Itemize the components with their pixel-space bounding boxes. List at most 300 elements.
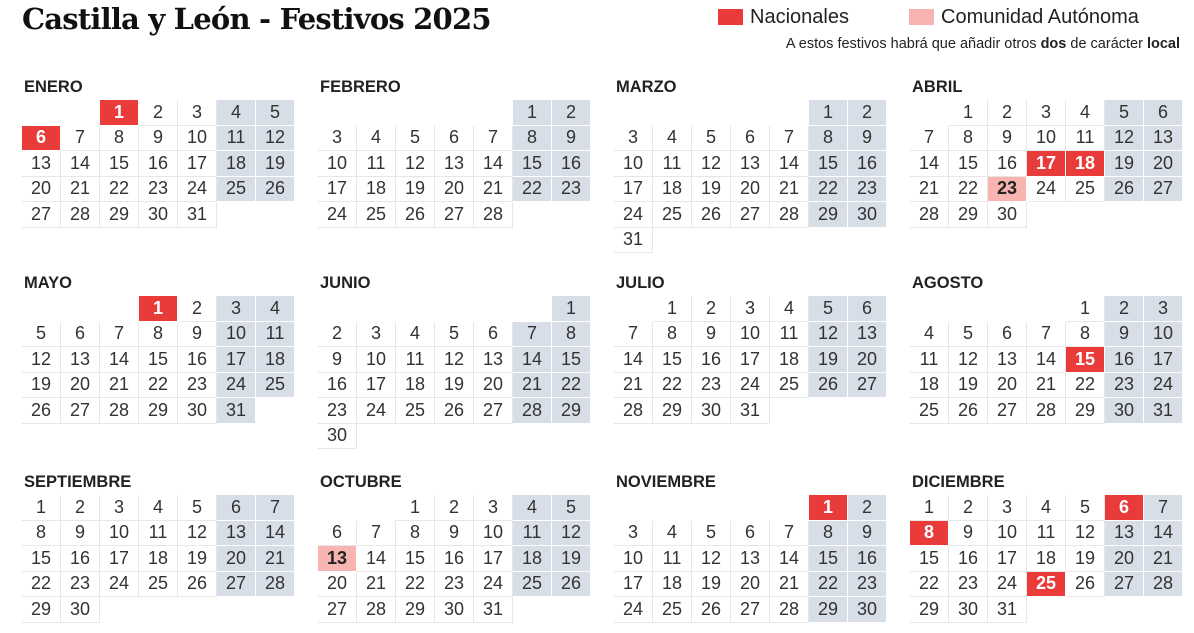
day-cell: 11 bbox=[1027, 521, 1066, 547]
month-name: ABRIL bbox=[912, 78, 963, 96]
day-cell: 16 bbox=[988, 151, 1027, 177]
weekend-day-cell: 12 bbox=[552, 521, 591, 547]
day-cell: 11 bbox=[357, 151, 396, 177]
holiday-nacional-cell: 6 bbox=[22, 126, 61, 152]
day-cell: 17 bbox=[988, 546, 1027, 572]
day-cell: 8 bbox=[653, 322, 692, 348]
weekend-day-cell: 11 bbox=[217, 126, 256, 152]
empty-cell bbox=[474, 296, 513, 322]
weekend-day-cell: 12 bbox=[809, 322, 848, 348]
day-cell: 2 bbox=[435, 495, 474, 521]
legend-comunidad bbox=[909, 6, 1139, 28]
weekend-day-cell: 2 bbox=[1105, 296, 1144, 322]
weekend-day-cell: 13 bbox=[848, 322, 887, 348]
day-cell: 26 bbox=[435, 398, 474, 424]
empty-cell bbox=[770, 495, 809, 521]
day-cell: 19 bbox=[1066, 546, 1105, 572]
weekend-day-cell: 3 bbox=[217, 296, 256, 322]
empty-cell bbox=[61, 100, 100, 126]
day-cell: 22 bbox=[949, 177, 988, 203]
day-cell: 10 bbox=[474, 521, 513, 547]
day-cell: 23 bbox=[61, 572, 100, 598]
empty-cell bbox=[61, 296, 100, 322]
weekend-day-cell: 1 bbox=[513, 100, 552, 126]
day-cell: 18 bbox=[139, 546, 178, 572]
day-cell: 2 bbox=[988, 100, 1027, 126]
weekend-day-cell: 25 bbox=[256, 373, 295, 399]
weekend-day-cell: 12 bbox=[1105, 126, 1144, 152]
weekend-day-cell: 15 bbox=[552, 347, 591, 373]
day-cell: 31 bbox=[731, 398, 770, 424]
day-cell: 15 bbox=[910, 546, 949, 572]
day-cell: 21 bbox=[474, 177, 513, 203]
day-cell: 9 bbox=[692, 322, 731, 348]
month-name: OCTUBRE bbox=[320, 473, 402, 491]
day-cell: 29 bbox=[1066, 398, 1105, 424]
day-cell: 11 bbox=[396, 347, 435, 373]
empty-cell bbox=[318, 495, 357, 521]
day-cell: 24 bbox=[100, 572, 139, 598]
day-cell: 28 bbox=[614, 398, 653, 424]
day-cell: 23 bbox=[139, 177, 178, 203]
weekend-day-cell: 9 bbox=[848, 521, 887, 547]
day-cell: 19 bbox=[692, 572, 731, 598]
day-cell: 20 bbox=[318, 572, 357, 598]
day-cell: 22 bbox=[22, 572, 61, 598]
day-cell: 6 bbox=[988, 322, 1027, 348]
day-cell: 16 bbox=[318, 373, 357, 399]
weekend-day-cell: 18 bbox=[256, 347, 295, 373]
month-name: ENERO bbox=[24, 78, 83, 96]
day-cell: 4 bbox=[1027, 495, 1066, 521]
day-cell: 21 bbox=[100, 373, 139, 399]
day-cell: 3 bbox=[357, 322, 396, 348]
empty-cell bbox=[1027, 296, 1066, 322]
weekend-day-cell: 22 bbox=[552, 373, 591, 399]
day-cell: 31 bbox=[178, 202, 217, 228]
day-cell: 21 bbox=[1027, 373, 1066, 399]
day-cell: 27 bbox=[474, 398, 513, 424]
day-cell: 26 bbox=[1066, 572, 1105, 598]
day-cell: 4 bbox=[770, 296, 809, 322]
day-cell: 13 bbox=[474, 347, 513, 373]
day-cell: 1 bbox=[910, 495, 949, 521]
day-cell: 14 bbox=[770, 546, 809, 572]
day-cell: 2 bbox=[949, 495, 988, 521]
day-cell: 18 bbox=[770, 347, 809, 373]
day-cell: 24 bbox=[178, 177, 217, 203]
weekend-day-cell: 13 bbox=[1144, 126, 1183, 152]
day-cell: 20 bbox=[435, 177, 474, 203]
weekend-day-cell: 31 bbox=[1144, 398, 1183, 424]
empty-cell bbox=[357, 100, 396, 126]
month-grid bbox=[614, 495, 889, 623]
weekend-day-cell: 28 bbox=[256, 572, 295, 598]
empty-cell bbox=[100, 296, 139, 322]
month-name: AGOSTO bbox=[912, 274, 984, 292]
day-cell: 19 bbox=[396, 177, 435, 203]
empty-cell bbox=[988, 296, 1027, 322]
day-cell: 21 bbox=[614, 373, 653, 399]
weekend-day-cell: 27 bbox=[217, 572, 256, 598]
day-cell: 25 bbox=[396, 398, 435, 424]
holiday-nacional-cell: 1 bbox=[139, 296, 178, 322]
day-cell: 8 bbox=[100, 126, 139, 152]
day-cell: 25 bbox=[357, 202, 396, 228]
weekend-day-cell: 19 bbox=[809, 347, 848, 373]
day-cell: 6 bbox=[731, 521, 770, 547]
day-cell: 12 bbox=[178, 521, 217, 547]
weekend-day-cell: 23 bbox=[1105, 373, 1144, 399]
empty-cell bbox=[910, 100, 949, 126]
month-junio bbox=[318, 272, 593, 449]
weekend-day-cell: 19 bbox=[552, 546, 591, 572]
day-cell: 14 bbox=[1027, 347, 1066, 373]
holiday-autonomico-cell: 23 bbox=[988, 177, 1027, 203]
day-cell: 25 bbox=[653, 202, 692, 228]
day-cell: 29 bbox=[100, 202, 139, 228]
day-cell: 3 bbox=[100, 495, 139, 521]
empty-cell bbox=[435, 296, 474, 322]
day-cell: 1 bbox=[653, 296, 692, 322]
day-cell: 7 bbox=[357, 521, 396, 547]
day-cell: 31 bbox=[474, 597, 513, 623]
day-cell: 22 bbox=[653, 373, 692, 399]
day-cell: 9 bbox=[318, 347, 357, 373]
weekend-day-cell: 15 bbox=[809, 151, 848, 177]
day-cell: 20 bbox=[22, 177, 61, 203]
weekend-day-cell: 18 bbox=[513, 546, 552, 572]
day-cell: 2 bbox=[61, 495, 100, 521]
day-cell: 3 bbox=[1027, 100, 1066, 126]
weekend-day-cell: 30 bbox=[1105, 398, 1144, 424]
weekend-day-cell: 14 bbox=[256, 521, 295, 547]
day-cell: 27 bbox=[731, 597, 770, 623]
day-cell: 10 bbox=[988, 521, 1027, 547]
day-cell: 30 bbox=[61, 597, 100, 623]
weekend-day-cell: 22 bbox=[513, 177, 552, 203]
day-cell: 21 bbox=[770, 177, 809, 203]
page-title: Castilla y León - Festivos 2025 bbox=[22, 2, 491, 36]
empty-cell bbox=[910, 296, 949, 322]
day-cell: 10 bbox=[100, 521, 139, 547]
day-cell: 10 bbox=[318, 151, 357, 177]
weekend-day-cell: 13 bbox=[1105, 521, 1144, 547]
day-cell: 27 bbox=[318, 597, 357, 623]
weekend-day-cell: 5 bbox=[552, 495, 591, 521]
month-grid bbox=[22, 495, 297, 623]
day-cell: 24 bbox=[614, 202, 653, 228]
day-cell: 17 bbox=[357, 373, 396, 399]
day-cell: 3 bbox=[731, 296, 770, 322]
weekend-day-cell: 21 bbox=[1144, 546, 1183, 572]
day-cell: 2 bbox=[692, 296, 731, 322]
empty-cell bbox=[435, 100, 474, 126]
holiday-nacional-cell: 1 bbox=[100, 100, 139, 126]
day-cell: 26 bbox=[396, 202, 435, 228]
day-cell: 24 bbox=[318, 202, 357, 228]
weekend-day-cell: 10 bbox=[217, 322, 256, 348]
empty-cell bbox=[731, 495, 770, 521]
day-cell: 5 bbox=[178, 495, 217, 521]
day-cell: 22 bbox=[396, 572, 435, 598]
day-cell: 31 bbox=[614, 228, 653, 254]
weekend-day-cell: 20 bbox=[217, 546, 256, 572]
day-cell: 10 bbox=[357, 347, 396, 373]
day-cell: 18 bbox=[357, 177, 396, 203]
weekend-day-cell: 22 bbox=[809, 177, 848, 203]
day-cell: 20 bbox=[731, 177, 770, 203]
weekend-day-cell: 25 bbox=[513, 572, 552, 598]
day-cell: 19 bbox=[435, 373, 474, 399]
empty-cell bbox=[357, 296, 396, 322]
empty-cell bbox=[318, 100, 357, 126]
day-cell: 16 bbox=[949, 546, 988, 572]
day-cell: 11 bbox=[1066, 126, 1105, 152]
day-cell: 14 bbox=[614, 347, 653, 373]
day-cell: 5 bbox=[692, 521, 731, 547]
month-name: MAYO bbox=[24, 274, 72, 292]
month-name: NOVIEMBRE bbox=[616, 473, 716, 491]
day-cell: 5 bbox=[1066, 495, 1105, 521]
day-cell: 13 bbox=[22, 151, 61, 177]
day-cell: 16 bbox=[61, 546, 100, 572]
day-cell: 9 bbox=[988, 126, 1027, 152]
day-cell: 5 bbox=[396, 126, 435, 152]
month-agosto bbox=[910, 272, 1185, 424]
weekend-day-cell: 15 bbox=[513, 151, 552, 177]
weekend-day-cell: 22 bbox=[809, 572, 848, 598]
weekend-day-cell: 29 bbox=[809, 202, 848, 228]
day-cell: 29 bbox=[653, 398, 692, 424]
weekend-day-cell: 16 bbox=[848, 546, 887, 572]
day-cell: 13 bbox=[731, 546, 770, 572]
month-grid bbox=[614, 100, 889, 253]
day-cell: 4 bbox=[357, 126, 396, 152]
day-cell: 8 bbox=[949, 126, 988, 152]
weekend-day-cell: 23 bbox=[552, 177, 591, 203]
weekend-day-cell: 4 bbox=[513, 495, 552, 521]
empty-cell bbox=[357, 495, 396, 521]
day-cell: 22 bbox=[100, 177, 139, 203]
weekend-day-cell: 29 bbox=[552, 398, 591, 424]
day-cell: 7 bbox=[770, 126, 809, 152]
day-cell: 24 bbox=[731, 373, 770, 399]
day-cell: 15 bbox=[949, 151, 988, 177]
weekend-day-cell: 6 bbox=[217, 495, 256, 521]
weekend-day-cell: 4 bbox=[256, 296, 295, 322]
day-cell: 4 bbox=[910, 322, 949, 348]
day-cell: 28 bbox=[474, 202, 513, 228]
weekend-day-cell: 31 bbox=[217, 398, 256, 424]
weekend-day-cell: 9 bbox=[1105, 322, 1144, 348]
day-cell: 6 bbox=[61, 322, 100, 348]
day-cell: 10 bbox=[614, 546, 653, 572]
month-abril bbox=[910, 76, 1185, 228]
day-cell: 19 bbox=[949, 373, 988, 399]
day-cell: 7 bbox=[910, 126, 949, 152]
day-cell: 28 bbox=[1027, 398, 1066, 424]
day-cell: 8 bbox=[22, 521, 61, 547]
day-cell: 1 bbox=[949, 100, 988, 126]
day-cell: 27 bbox=[731, 202, 770, 228]
weekend-day-cell: 1 bbox=[809, 100, 848, 126]
month-julio bbox=[614, 272, 889, 424]
empty-cell bbox=[22, 296, 61, 322]
day-cell: 18 bbox=[1027, 546, 1066, 572]
day-cell: 30 bbox=[949, 597, 988, 623]
day-cell: 5 bbox=[22, 322, 61, 348]
month-enero bbox=[22, 76, 297, 228]
empty-cell bbox=[22, 100, 61, 126]
day-cell: 25 bbox=[653, 597, 692, 623]
weekend-day-cell: 6 bbox=[1144, 100, 1183, 126]
weekend-day-cell: 23 bbox=[848, 572, 887, 598]
holiday-autonomico-cell: 13 bbox=[318, 546, 357, 572]
day-cell: 30 bbox=[692, 398, 731, 424]
day-cell: 19 bbox=[692, 177, 731, 203]
weekend-day-cell: 19 bbox=[256, 151, 295, 177]
weekend-day-cell: 5 bbox=[809, 296, 848, 322]
weekend-day-cell: 6 bbox=[848, 296, 887, 322]
weekend-day-cell: 26 bbox=[1105, 177, 1144, 203]
day-cell: 5 bbox=[692, 126, 731, 152]
day-cell: 22 bbox=[139, 373, 178, 399]
day-cell: 16 bbox=[435, 546, 474, 572]
weekend-day-cell: 10 bbox=[1144, 322, 1183, 348]
weekend-day-cell: 7 bbox=[256, 495, 295, 521]
day-cell: 28 bbox=[910, 202, 949, 228]
day-cell: 12 bbox=[435, 347, 474, 373]
month-diciembre bbox=[910, 471, 1185, 623]
weekend-day-cell: 17 bbox=[1144, 347, 1183, 373]
weekend-day-cell: 13 bbox=[217, 521, 256, 547]
day-cell: 24 bbox=[357, 398, 396, 424]
day-cell: 21 bbox=[357, 572, 396, 598]
day-cell: 28 bbox=[357, 597, 396, 623]
weekend-day-cell: 20 bbox=[1144, 151, 1183, 177]
day-cell: 11 bbox=[139, 521, 178, 547]
month-grid bbox=[318, 100, 593, 228]
day-cell: 30 bbox=[318, 424, 357, 450]
day-cell: 18 bbox=[653, 572, 692, 598]
month-mayo bbox=[22, 272, 297, 424]
holiday-nacional-cell: 25 bbox=[1027, 572, 1066, 598]
day-cell: 3 bbox=[474, 495, 513, 521]
holiday-nacional-cell: 6 bbox=[1105, 495, 1144, 521]
day-cell: 7 bbox=[100, 322, 139, 348]
weekend-day-cell: 18 bbox=[217, 151, 256, 177]
day-cell: 7 bbox=[61, 126, 100, 152]
day-cell: 30 bbox=[178, 398, 217, 424]
day-cell: 13 bbox=[435, 151, 474, 177]
empty-cell bbox=[614, 296, 653, 322]
weekend-day-cell: 9 bbox=[848, 126, 887, 152]
day-cell: 15 bbox=[139, 347, 178, 373]
day-cell: 12 bbox=[22, 347, 61, 373]
weekend-day-cell: 30 bbox=[848, 597, 887, 623]
day-cell: 12 bbox=[692, 151, 731, 177]
weekend-day-cell: 17 bbox=[217, 347, 256, 373]
day-cell: 18 bbox=[396, 373, 435, 399]
day-cell: 21 bbox=[770, 572, 809, 598]
day-cell: 10 bbox=[731, 322, 770, 348]
month-septiembre bbox=[22, 471, 297, 623]
weekend-day-cell: 11 bbox=[256, 322, 295, 348]
day-cell: 24 bbox=[988, 572, 1027, 598]
weekend-day-cell: 5 bbox=[1105, 100, 1144, 126]
weekend-day-cell: 9 bbox=[552, 126, 591, 152]
day-cell: 21 bbox=[61, 177, 100, 203]
empty-cell bbox=[614, 100, 653, 126]
weekend-day-cell: 20 bbox=[848, 347, 887, 373]
day-cell: 26 bbox=[692, 202, 731, 228]
weekend-day-cell: 24 bbox=[217, 373, 256, 399]
month-noviembre bbox=[614, 471, 889, 623]
day-cell: 25 bbox=[1066, 177, 1105, 203]
weekend-day-cell: 3 bbox=[1144, 296, 1183, 322]
weekend-day-cell: 7 bbox=[1144, 495, 1183, 521]
weekend-day-cell: 20 bbox=[1105, 546, 1144, 572]
month-name: JULIO bbox=[616, 274, 665, 292]
day-cell: 19 bbox=[178, 546, 217, 572]
weekend-day-cell: 8 bbox=[513, 126, 552, 152]
month-grid bbox=[22, 100, 297, 228]
day-cell: 16 bbox=[178, 347, 217, 373]
month-marzo bbox=[614, 76, 889, 253]
weekend-day-cell: 7 bbox=[513, 322, 552, 348]
weekend-day-cell: 16 bbox=[1105, 347, 1144, 373]
day-cell: 21 bbox=[910, 177, 949, 203]
note-text-2: de carácter bbox=[1066, 36, 1147, 52]
empty-cell bbox=[692, 100, 731, 126]
weekend-day-cell: 21 bbox=[513, 373, 552, 399]
day-cell: 28 bbox=[770, 597, 809, 623]
day-cell: 7 bbox=[474, 126, 513, 152]
day-cell: 18 bbox=[910, 373, 949, 399]
day-cell: 9 bbox=[139, 126, 178, 152]
day-cell: 1 bbox=[396, 495, 435, 521]
day-cell: 12 bbox=[949, 347, 988, 373]
day-cell: 26 bbox=[949, 398, 988, 424]
day-cell: 23 bbox=[949, 572, 988, 598]
day-cell: 16 bbox=[139, 151, 178, 177]
day-cell: 11 bbox=[770, 322, 809, 348]
day-cell: 9 bbox=[61, 521, 100, 547]
weekend-day-cell: 1 bbox=[552, 296, 591, 322]
day-cell: 17 bbox=[178, 151, 217, 177]
day-cell: 14 bbox=[770, 151, 809, 177]
weekend-day-cell: 26 bbox=[256, 177, 295, 203]
weekend-day-cell: 14 bbox=[513, 347, 552, 373]
day-cell: 6 bbox=[318, 521, 357, 547]
day-cell: 14 bbox=[474, 151, 513, 177]
day-cell: 23 bbox=[178, 373, 217, 399]
empty-cell bbox=[513, 296, 552, 322]
local-holidays-note bbox=[786, 36, 1180, 52]
day-cell: 13 bbox=[988, 347, 1027, 373]
day-cell: 29 bbox=[396, 597, 435, 623]
day-cell: 27 bbox=[435, 202, 474, 228]
day-cell: 28 bbox=[770, 202, 809, 228]
weekend-day-cell: 28 bbox=[1144, 572, 1183, 598]
day-cell: 22 bbox=[910, 572, 949, 598]
legend-comunidad-label: Comunidad Autónoma bbox=[941, 5, 1139, 28]
weekend-day-cell: 2 bbox=[848, 495, 887, 521]
day-cell: 12 bbox=[692, 546, 731, 572]
month-grid bbox=[910, 296, 1185, 424]
day-cell: 3 bbox=[318, 126, 357, 152]
